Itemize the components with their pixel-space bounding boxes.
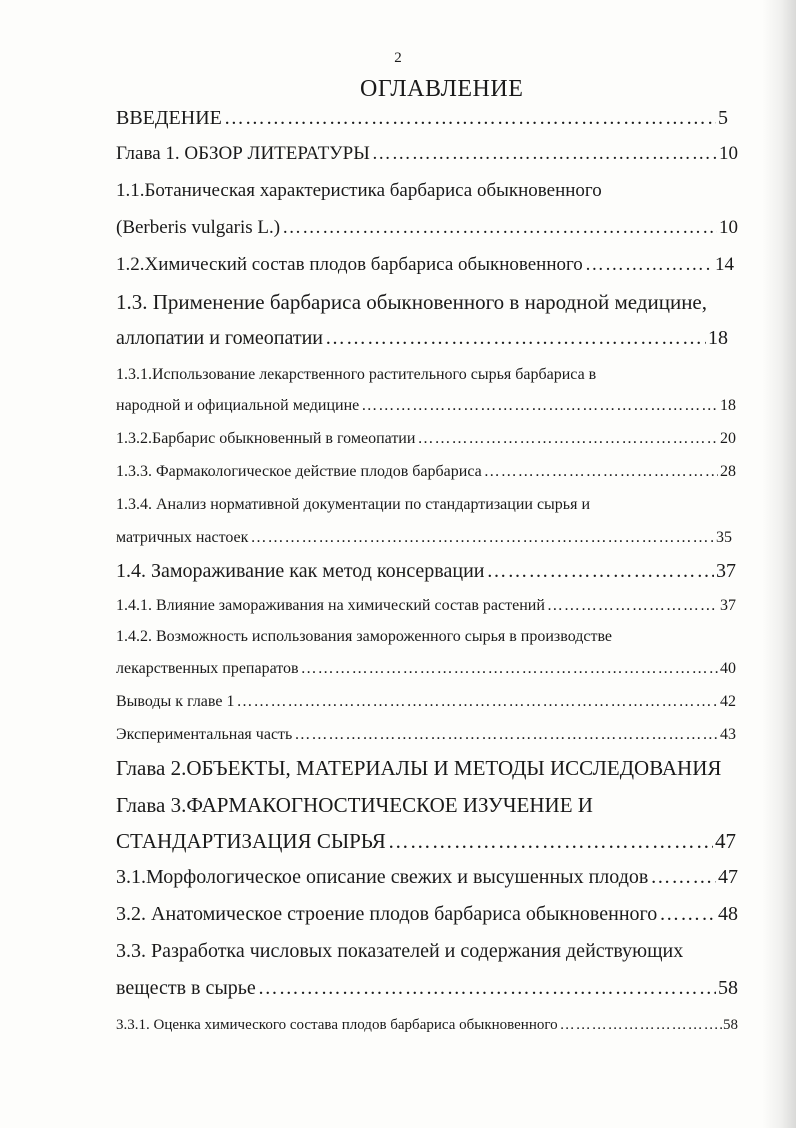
dot-leader [417, 430, 718, 448]
dot-leader [250, 529, 714, 547]
dot-leader [547, 597, 718, 615]
toc-entry-1-4-2-line1 [116, 628, 736, 646]
toc-entry-text: 3.1.Морфологическое описание свежих и высушенных плодов [116, 866, 649, 888]
toc-entry-page: 35 [716, 529, 732, 546]
toc-entry-text: 3.3. Разработка числовых показателей и содержания действующих [116, 940, 684, 962]
toc-entry-text: СТАНДАРТИЗАЦИЯ СЫРЬЯ [116, 829, 386, 853]
dot-leader [650, 866, 716, 889]
toc-entry-text: народной и официальной медицине [116, 397, 360, 414]
toc-entry-page: 42 [720, 693, 736, 710]
toc-entry-experimental [116, 726, 736, 744]
toc-entry-page: 47 [715, 829, 736, 853]
toc-entry-page: 5 [718, 107, 728, 129]
toc-entry-text: Экспериментальная часть [116, 726, 293, 743]
toc-entry-text: Глава 3.ФАРМАКОГНОСТИЧЕСКОЕ ИЗУЧЕНИЕ И [116, 793, 593, 817]
toc-entry-page: 18 [720, 397, 736, 414]
toc-entry-conclusions-ch1 [116, 693, 736, 711]
toc-entry-3-1 [116, 866, 738, 889]
dot-leader [585, 254, 713, 276]
toc-entry-1-1-line2 [116, 217, 738, 239]
toc-entry-page: 40 [720, 660, 736, 677]
toc-entry-page: 58 [718, 977, 738, 999]
toc-entry-text: лекарственных препаратов [116, 660, 299, 677]
toc-entry-3-2 [116, 903, 738, 926]
dot-leader [484, 463, 718, 481]
toc-entry-1-4 [116, 560, 736, 583]
toc-entry-text: Глава 1. ОБЗОР ЛИТЕРАТУРЫ [116, 143, 370, 164]
toc-entry-text: ВВЕДЕНИЕ [116, 107, 222, 129]
toc-entry-text: аллопатии и гомеопатии [116, 327, 323, 349]
toc-entry-1-3-line1 [116, 290, 756, 315]
toc-entry-1-2 [116, 254, 734, 276]
toc-entry-1-4-1 [116, 597, 736, 615]
toc-entry-text: 1.3.1.Использование лекарственного растительного сырья барбариса в [116, 366, 597, 383]
toc-entry-chapter-3-line1 [116, 793, 756, 818]
toc-entry-chapter-1 [116, 143, 738, 165]
toc-entry-1-3-4-line2 [116, 529, 732, 547]
toc-entry-1-3-line2 [116, 327, 728, 350]
toc-entry-page: 37 [716, 560, 736, 582]
toc-entry-page: 48 [718, 903, 738, 925]
dot-leader [388, 829, 713, 854]
toc-entry-text: веществ в сырье [116, 977, 256, 999]
dot-leader [301, 660, 718, 678]
dot-leader [372, 143, 717, 165]
toc-title: ОГЛАВЛЕНИЕ [360, 76, 524, 102]
toc-entry-text: 1.2.Химический состав плодов барбариса обыкновенного [116, 254, 583, 275]
toc-entry-page: 43 [720, 726, 736, 743]
dot-leader [258, 977, 716, 1000]
toc-entry-page: 37 [720, 597, 736, 614]
toc-entry-text: 1.3.4. Анализ нормативной документации по стандартизации сырья и [116, 496, 591, 513]
toc-entry-1-3-3 [116, 463, 736, 481]
toc-entry-page: .58 [719, 1017, 738, 1033]
toc-entry-3-3-line2 [116, 977, 738, 1000]
toc-entry-text: 1.1.Ботаническая характеристика барбариса обыкновенного [116, 180, 602, 201]
toc-entry-page: 47 [718, 866, 738, 888]
toc-entry-text: 1.3.2.Барбарис обыкновенный в гомеопатии [116, 430, 416, 447]
toc-entry-3-3-1 [116, 1017, 738, 1034]
toc-entry-text: матричных настоек [116, 529, 249, 546]
dot-leader [224, 107, 716, 130]
page-number: 2 [394, 50, 402, 66]
toc-entry-text: 1.4.1. Влияние замораживания на химический состав растений [116, 597, 545, 614]
toc-entry-text: 1.3.3. Фармакологическое действие плодов барбариса [116, 463, 482, 480]
dot-leader [236, 693, 718, 711]
toc-entry-text: (Berberis vulgaris L.) [116, 217, 281, 238]
toc-entry-text: Глава 2.ОБЪЕКТЫ, МАТЕРИАЛЫ И МЕТОДЫ ИССЛЕДОВАНИЯ [116, 756, 722, 780]
toc-entry-chapter-2 [116, 756, 762, 781]
toc-entry-page: 14 [715, 254, 734, 275]
dot-leader [486, 560, 714, 583]
toc-entry-text: 1.4. Замораживание как метод консервации [116, 560, 485, 582]
toc-entry-page: 28 [720, 463, 736, 480]
dot-leader [560, 1017, 718, 1034]
dot-leader [294, 726, 718, 744]
toc-entry-introduction [116, 107, 728, 130]
toc-entry-1-3-4-line1 [116, 496, 736, 514]
toc-entry-page: 10 [719, 143, 738, 164]
toc-entry-3-3-line1 [116, 940, 756, 963]
toc-entry-page: 10 [719, 217, 738, 238]
toc-entry-1-3-1-line2 [116, 397, 736, 415]
toc-entry-1-3-2 [116, 430, 736, 448]
toc-entry-text: 3.3.1. Оценка химического состава плодов барбариса обыкновенного [116, 1017, 558, 1033]
toc-entry-text: Выводы к главе 1 [116, 693, 235, 710]
dot-leader [325, 327, 706, 350]
dot-leader [659, 903, 716, 926]
toc-entry-page: 18 [708, 327, 728, 349]
dot-leader [282, 217, 717, 239]
toc-entry-text: 1.4.2. Возможность использования замороженного сырья в производстве [116, 628, 613, 645]
toc-entry-1-3-1-line1 [116, 366, 736, 384]
toc-entry-chapter-3-line2 [116, 829, 736, 854]
toc-entry-page: 20 [720, 430, 736, 447]
toc-entry-1-1-line1 [116, 180, 736, 202]
toc-entry-text: 1.3. Применение барбариса обыкновенного в народной медицине, [116, 290, 708, 314]
toc-entry-1-4-2-line2 [116, 660, 736, 678]
toc-entry-text: 3.2. Анатомическое строение плодов барбариса обыкновенного [116, 903, 658, 925]
dot-leader [361, 397, 718, 415]
